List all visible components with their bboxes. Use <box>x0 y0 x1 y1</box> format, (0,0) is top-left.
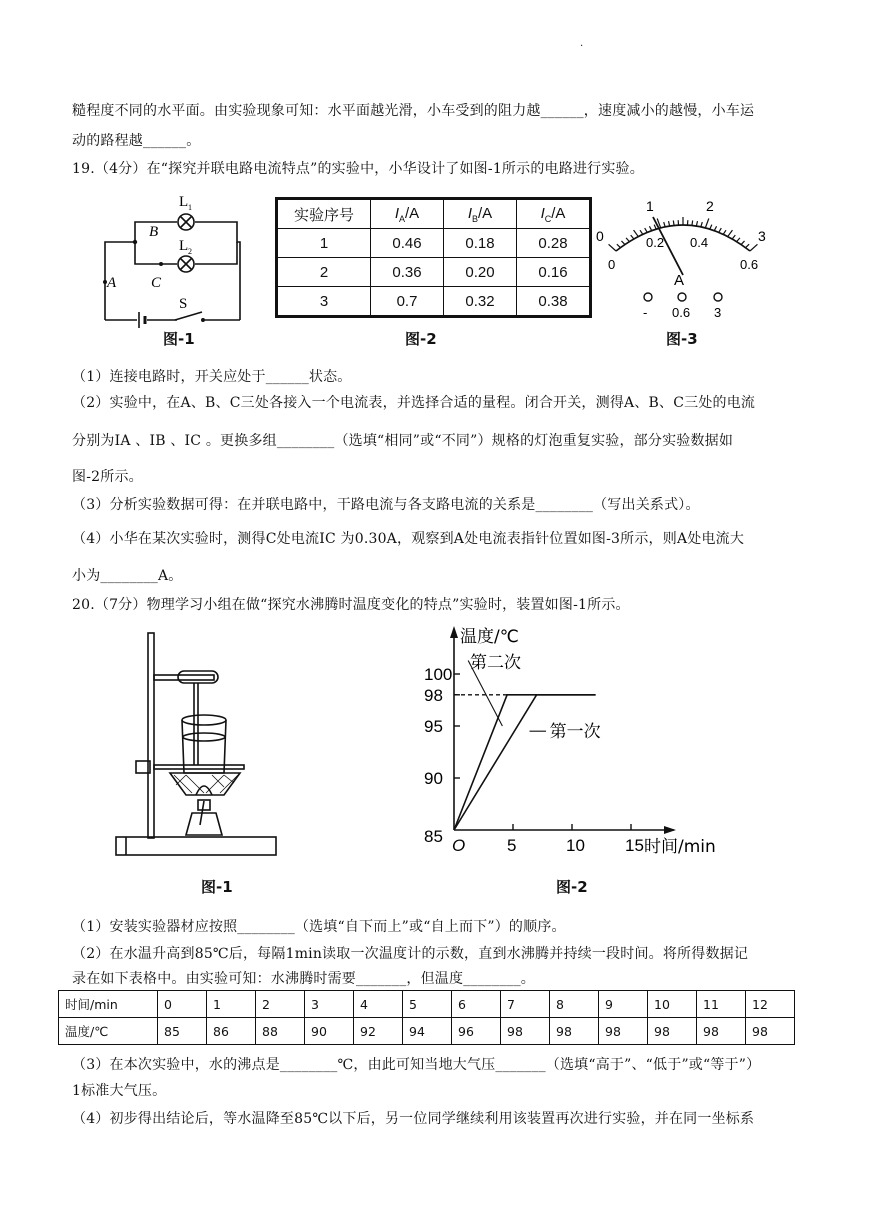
text-line: 动的路程越______。 <box>72 133 201 149</box>
question-20-2: 录在如下表格中。由实验可知：水沸腾时需要_______，但温度________。 <box>72 971 535 987</box>
table-cell: 98 <box>697 1018 746 1045</box>
table-cell: 98 <box>599 1018 648 1045</box>
meter-tick <box>609 244 616 251</box>
meter-tick <box>701 222 702 227</box>
circuit-diagram <box>95 190 255 330</box>
table-cell: 98 <box>746 1018 795 1045</box>
y-axis-label: 温度/℃ <box>460 627 519 647</box>
y-tick-label: 100 <box>424 665 453 684</box>
table-cell: 4 <box>354 991 403 1018</box>
fig20-1-caption: 图-1 <box>201 878 233 896</box>
meter-top-scale: 1 <box>646 198 654 214</box>
table-cell: 8 <box>550 991 599 1018</box>
meter-tick <box>664 222 665 227</box>
y-tick-label: 90 <box>424 769 443 788</box>
table-cell: 0 <box>158 991 207 1018</box>
meter-bottom-scale: 0.4 <box>690 235 709 250</box>
question-19-2: 分别为IA 、IB 、IC 。更换多组________（选填“相同”或“不同”）规格的灯泡重复实验，部分实验数据如 <box>72 433 734 449</box>
table-cell: 12 <box>746 991 795 1018</box>
question-20-2: （2）在水温升高到85℃后，每隔1min读取一次温度计的示数，直到水沸腾并持续一段时间。将所得数据记 <box>72 946 749 962</box>
current-data-table <box>275 197 592 318</box>
terminal-label: 3 <box>714 305 722 320</box>
table-cell: 0.28 <box>517 229 591 258</box>
table-row <box>59 1018 795 1045</box>
question-19-2: 图-2所示。 <box>72 469 143 485</box>
boiling-apparatus <box>112 625 282 875</box>
table-cell: 1 <box>277 229 371 258</box>
table-cell: 5 <box>403 991 452 1018</box>
text-line: 糙程度不同的水平面。由实验现象可知：水平面越光滑，小车受到的阻力越______，速度减小的越慢，小车运 <box>72 103 755 119</box>
meter-tick <box>645 228 648 232</box>
table-cell: 86 <box>207 1018 256 1045</box>
table-cell: 10 <box>648 991 697 1018</box>
fig20-2-caption: 图-2 <box>556 878 588 896</box>
x-tick-label: 5 <box>507 836 517 855</box>
meter-tick <box>654 225 656 230</box>
table-cell: 88 <box>256 1018 305 1045</box>
table-cell: 3 <box>305 991 354 1018</box>
terminal-label: 0.6 <box>672 305 691 320</box>
table-cell: 2 <box>256 991 305 1018</box>
meter-bottom-scale: 0 <box>608 257 616 272</box>
table-cell: 0.46 <box>371 229 444 258</box>
x-axis-label: 时间/min <box>644 837 716 857</box>
table-cell: 1 <box>207 991 256 1018</box>
row-label: 时间/min <box>59 991 158 1018</box>
table-cell: 0.18 <box>444 229 517 258</box>
meter-tick <box>737 238 740 242</box>
label-l1-sub: 1 <box>188 203 192 212</box>
meter-tick <box>692 221 693 226</box>
meter-tick <box>710 225 712 230</box>
table-cell: 11 <box>697 991 746 1018</box>
meter-bottom-scale: 0.6 <box>740 257 759 272</box>
table-cell: 2 <box>277 258 371 287</box>
table-cell: 7 <box>501 991 550 1018</box>
question-20: 20.（7分）物理学习小组在做“探究水沸腾时温度变化的特点”实验时，装置如图-1所示。 <box>72 597 630 613</box>
table-header-cell: $I_C/A$ <box>517 199 591 229</box>
x-tick-label: 15 <box>625 836 644 855</box>
y-tick-label: 95 <box>424 717 443 736</box>
terminal-label: - <box>643 305 648 320</box>
table-row <box>277 287 591 317</box>
x-tick-label: 10 <box>566 836 585 855</box>
table-cell: 0.32 <box>444 287 517 317</box>
meter-tick <box>705 219 708 228</box>
table-cell: 0.20 <box>444 258 517 287</box>
table-cell: 96 <box>452 1018 501 1045</box>
table-cell: 92 <box>354 1018 403 1045</box>
question-19: 19.（4分）在“探究并联电路电流特点”的实验中，小华设计了如图-1所示的电路进行实验。 <box>72 161 644 177</box>
meter-top-scale: 0 <box>596 228 604 244</box>
table-cell: 85 <box>158 1018 207 1045</box>
meter-tick <box>741 241 744 245</box>
meter-tick <box>621 241 624 245</box>
meter-tick <box>723 230 726 234</box>
label-l1: L <box>179 194 189 210</box>
meter-top-scale: 3 <box>758 228 766 244</box>
question-20-4: （4）初步得出结论后，等水温降至85℃以下后，另一位同学继续利用该装置再次进行实验，并在同一坐标系 <box>72 1111 755 1127</box>
meter-tick <box>634 230 639 236</box>
table-cell: 0.16 <box>517 258 591 287</box>
table-cell: 0.38 <box>517 287 591 317</box>
question-19-4: 小为________A。 <box>72 568 183 584</box>
label-c: C <box>151 275 162 291</box>
table-cell: 9 <box>599 991 648 1018</box>
table-header-cell: $I_A/A$ <box>371 199 444 229</box>
question-19-3: （3）分析实验数据可得：在并联电路中，干路电流与各支路电流的关系是________（写出关系式）。 <box>72 497 700 513</box>
table-cell: 3 <box>277 287 371 317</box>
y-axis-arrow <box>450 626 458 638</box>
meter-tick <box>631 235 634 239</box>
series-label-first: 第一次 <box>549 722 601 743</box>
series-label-second: 第二次 <box>470 653 521 673</box>
table-cell: 0.36 <box>371 258 444 287</box>
series-line-first <box>454 695 596 830</box>
table-header-cell: 实验序号 <box>277 199 371 229</box>
table-header-row <box>277 199 591 229</box>
question-19-4: （4）小华在某次实验时，测得C处电流IC 为0.30A，观察到A处电流表指针位置如图-3所示，则A处电流大 <box>72 531 745 547</box>
meter-tick <box>732 235 735 239</box>
table-cell: 0.7 <box>371 287 444 317</box>
meter-tick <box>626 238 629 242</box>
ammeter-dial <box>588 195 783 325</box>
meter-tick <box>696 221 697 226</box>
fig19-2-caption: 图-2 <box>405 330 437 348</box>
meter-tick <box>640 230 643 234</box>
table-cell: 98 <box>501 1018 550 1045</box>
question-20-3: （3）在本次实验中，水的沸点是________℃，由此可知当地大气压_______（选填“高于”、“低于”或“等于”） <box>72 1057 761 1073</box>
table-cell: 94 <box>403 1018 452 1045</box>
temperature-data-table <box>58 990 795 1045</box>
meter-tick <box>719 228 722 232</box>
question-20-1: （1）安装实验器材应按照________（选填“自下而上”或“自上而下”）的顺序。 <box>72 919 566 935</box>
fig19-1-caption: 图-1 <box>163 330 195 348</box>
label-s: S <box>179 296 188 312</box>
meter-tick <box>617 244 621 247</box>
meter-tick <box>746 244 750 247</box>
label-l2-sub: 2 <box>188 247 192 256</box>
table-cell: 98 <box>648 1018 697 1045</box>
meter-top-scale: 2 <box>706 198 714 214</box>
y-tick-label: 98 <box>424 685 443 705</box>
table-cell: 90 <box>305 1018 354 1045</box>
temperature-chart <box>412 618 772 870</box>
table-row <box>277 258 591 287</box>
table-header-cell: $I_B/A$ <box>444 199 517 229</box>
meter-pointer-label: A <box>674 272 685 289</box>
meter-tick <box>728 230 733 236</box>
top-dot: . <box>580 38 584 49</box>
table-row <box>277 229 591 258</box>
fig19-3-caption: 图-3 <box>666 330 698 348</box>
table-row <box>59 991 795 1018</box>
meter-tick <box>673 221 674 226</box>
y-tick-label: 85 <box>424 827 443 846</box>
meter-tick <box>649 226 651 230</box>
meter-bottom-scale: 0.2 <box>646 235 665 250</box>
question-19-2: （2）实验中，在A、B、C三处各接入一个电流表，并选择合适的量程。闭合开关，测得A、B、C三处的电流 <box>72 395 756 411</box>
label-a: A <box>107 275 117 291</box>
x-axis-arrow <box>664 826 676 834</box>
row-label: 温度/℃ <box>59 1018 158 1045</box>
label-b: B <box>149 224 159 240</box>
table-cell: 98 <box>550 1018 599 1045</box>
meter-tick <box>669 221 670 226</box>
question-19-1: （1）连接电路时，开关应处于______状态。 <box>72 369 352 385</box>
meter-tick <box>714 226 716 230</box>
label-l2: L <box>179 238 189 254</box>
meter-tick <box>750 244 757 251</box>
origin-label: O <box>452 836 466 855</box>
question-20-3: 1标准大气压。 <box>72 1083 167 1099</box>
table-cell: 6 <box>452 991 501 1018</box>
